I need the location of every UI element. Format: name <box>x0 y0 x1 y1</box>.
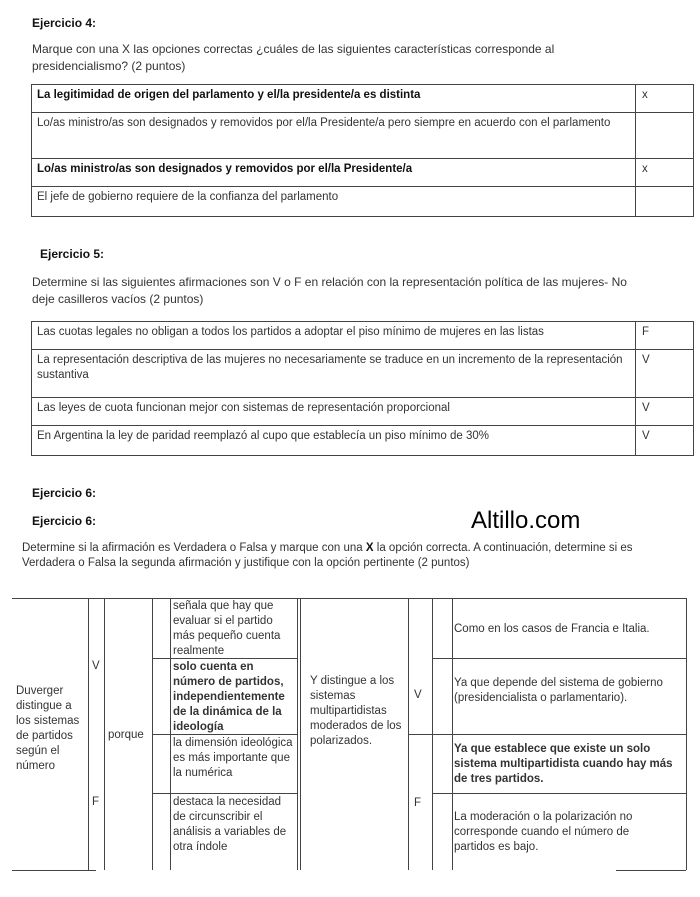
ej5-row-text: Las leyes de cuota funcionan mejor con sistemas de representación proporcional <box>32 398 636 426</box>
table-row <box>32 426 694 456</box>
ej5-table <box>31 321 694 456</box>
table-row <box>32 322 694 350</box>
ej5-instructions: Determine si las siguientes afirmaciones son V o F en relación con la representación política de las mujeres- No deje casilleros vacíos (2 puntos) <box>32 275 627 306</box>
ej6-statement: Duverger distingue a los sistemas de partidos según el número <box>16 685 80 772</box>
ej4-row-text: El jefe de gobierno requiere de la confianza del parlamento <box>32 187 636 217</box>
ej6-reason-option[interactable]: la dimensión ideológica es más importante que la numérica <box>173 737 293 779</box>
ej6-title-repeat: Ejercicio 6: <box>32 514 97 528</box>
ej5-row-text: En Argentina la ley de paridad reemplazó al cupo que establecía un piso mínimo de 30% <box>32 426 636 456</box>
ej4-row-mark[interactable] <box>636 113 694 159</box>
ej4-row-mark[interactable] <box>636 187 694 217</box>
ej6-v2-option[interactable]: V <box>414 689 422 701</box>
table-row <box>32 159 694 187</box>
watermark-text: Altillo.com <box>471 507 581 534</box>
ej6-v-option[interactable]: V <box>92 660 100 672</box>
ej6-reason-option[interactable]: destaca la necesidad de circunscribir el análisis a variables de otra índole <box>173 796 287 853</box>
ej4-instructions: Marque con una X las opciones correctas ¿cuáles de las siguientes características corresponde al presidencialismo? (2 puntos) <box>32 42 555 73</box>
ej5-row-mark[interactable]: F <box>636 322 694 350</box>
ej4-row-text: Lo/as ministro/as son designados y removidos por el/la Presidente/a <box>32 159 636 187</box>
ej4-row-mark[interactable]: x <box>636 159 694 187</box>
table-row <box>32 350 694 398</box>
ej6-reason-option[interactable]: solo cuenta en número de partidos, independientemente de la dinámica de la ideología <box>173 661 285 733</box>
table-row <box>32 398 694 426</box>
ej6-instructions-part1: Determine si la afirmación es Verdadera o Falsa y marque con una <box>22 542 366 554</box>
ej6-instructions-part2: la opción correcta. A continuación, determine si es Verdadera o Falsa la segunda afirmación y justifique con la opción pertinente (2 puntos) <box>22 542 633 569</box>
ej6-porque: porque <box>108 729 144 741</box>
ej4-title: Ejercicio 4: <box>32 16 97 30</box>
ej4-row-mark[interactable]: x <box>636 85 694 113</box>
ej6-title: Ejercicio 6: <box>32 486 97 500</box>
ej6-justification-option[interactable]: La moderación o la polarización no corresponde cuando el número de partidos es bajo. <box>454 811 633 853</box>
table-row <box>32 85 694 113</box>
ej5-row-mark[interactable]: V <box>636 350 694 398</box>
ej4-row-text: La legitimidad de origen del parlamento y el/la presidente/a es distinta <box>32 85 636 113</box>
ej6-instructions <box>22 541 682 571</box>
ej6-f2-option[interactable]: F <box>414 797 422 809</box>
ej6-instructions-x: X <box>365 542 374 554</box>
ej6-justification-option[interactable]: Ya que establece que existe un solo sistema multipartidista cuando hay más de tres partidos. <box>454 743 673 785</box>
table-row <box>32 187 694 217</box>
ej6-justification-option[interactable]: Como en los casos de Francia e Italia. <box>454 623 650 635</box>
ej6-second-statement: Y distingue a los sistemas multipartidistas moderados de los polarizados. <box>310 675 402 747</box>
ej5-row-mark[interactable]: V <box>636 426 694 456</box>
ej5-row-text: Las cuotas legales no obligan a todos los partidos a adoptar el piso mínimo de mujeres en las listas <box>32 322 636 350</box>
ej5-row-text: La representación descriptiva de las mujeres no necesariamente se traduce en un incremento de la representación sustantiva <box>32 350 636 398</box>
ej5-title: Ejercicio 5: <box>40 247 105 261</box>
ej4-row-text: Lo/as ministro/as son designados y removidos por el/la Presidente/a pero siempre en acuerdo con el parlamento <box>32 113 636 159</box>
ej4-table <box>31 84 694 217</box>
table-row <box>32 113 694 159</box>
ej6-justification-option[interactable]: Ya que depende del sistema de gobierno (presidencialista o parlamentario). <box>454 677 663 704</box>
ej6-reason-option[interactable]: señala que hay que evaluar si el partido más pequeño cuenta realmente <box>173 600 281 657</box>
ej5-row-mark[interactable]: V <box>636 398 694 426</box>
ej6-f-option[interactable]: F <box>92 796 100 808</box>
